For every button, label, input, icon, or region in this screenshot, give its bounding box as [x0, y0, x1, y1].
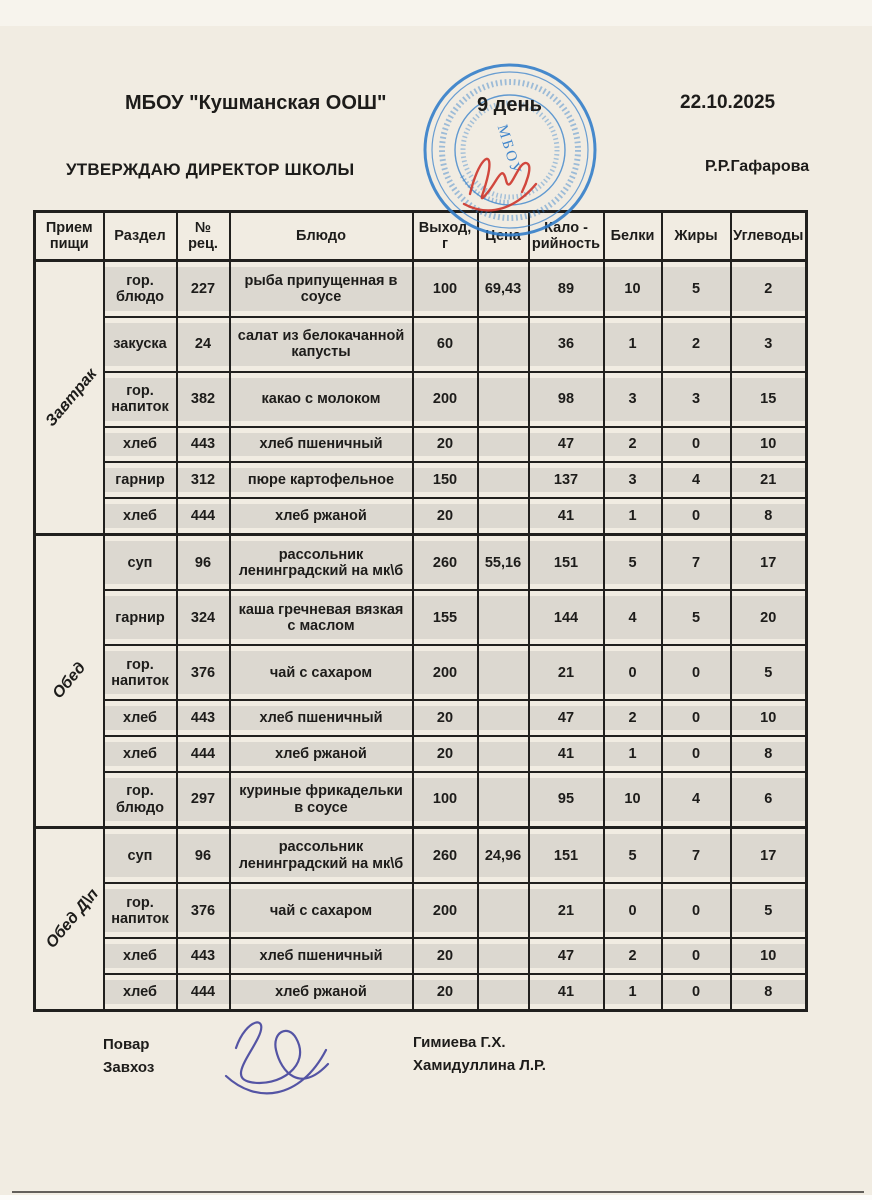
- table-cell: [478, 772, 529, 828]
- meal-section: [35, 261, 807, 535]
- table-cell: гор. блюдо: [104, 261, 177, 317]
- table-cell: гарнир: [104, 590, 177, 645]
- table-cell: 15: [731, 372, 807, 427]
- table-cell: 21: [529, 645, 604, 700]
- table-cell: 4: [662, 772, 731, 828]
- table-cell: гор. блюдо: [104, 772, 177, 828]
- table-cell: 443: [177, 938, 230, 974]
- table-cell: 24,96: [478, 828, 529, 884]
- table-cell: 3: [604, 462, 662, 498]
- table-cell: 20: [413, 938, 478, 974]
- table-cell: 144: [529, 590, 604, 645]
- table-cell: 260: [413, 828, 478, 884]
- table-cell: какао с молоком: [230, 372, 413, 427]
- table-cell: 41: [529, 974, 604, 1010]
- menu-table: [33, 210, 808, 1012]
- table-cell: 20: [413, 427, 478, 463]
- table-row: [35, 427, 807, 463]
- table-cell: салат из белокачанной капусты: [230, 317, 413, 372]
- table-cell: 0: [662, 498, 731, 534]
- table-cell: [478, 736, 529, 772]
- column-header: Блюдо: [230, 212, 413, 261]
- table-cell: 444: [177, 974, 230, 1010]
- table-cell: суп: [104, 828, 177, 884]
- table-cell: 17: [731, 535, 807, 591]
- table-cell: хлеб пшеничный: [230, 938, 413, 974]
- table-cell: 297: [177, 772, 230, 828]
- table-cell: хлеб ржаной: [230, 974, 413, 1010]
- table-cell: 7: [662, 828, 731, 884]
- table-cell: хлеб: [104, 498, 177, 534]
- table-cell: рыба припущенная в соусе: [230, 261, 413, 317]
- table-cell: 20: [413, 736, 478, 772]
- table-cell: 444: [177, 736, 230, 772]
- table-cell: 69,43: [478, 261, 529, 317]
- table-cell: 4: [662, 462, 731, 498]
- column-header: Углеводы: [731, 212, 807, 261]
- footer-role-steward: Завхоз: [103, 1059, 155, 1076]
- table-cell: 10: [731, 938, 807, 974]
- column-header: Белки: [604, 212, 662, 261]
- table-cell: 60: [413, 317, 478, 372]
- column-header: Цена: [478, 212, 529, 261]
- table-cell: 20: [413, 974, 478, 1010]
- table-row: [35, 883, 807, 938]
- table-cell: [478, 427, 529, 463]
- round-stamp-icon: [420, 56, 600, 244]
- table-cell: 24: [177, 317, 230, 372]
- table-cell: 55,16: [478, 535, 529, 591]
- table-cell: 137: [529, 462, 604, 498]
- meal-name-cell: [35, 535, 104, 828]
- table-cell: [478, 317, 529, 372]
- table-cell: 1: [604, 498, 662, 534]
- meal-label: Завтрак: [42, 365, 101, 430]
- table-cell: хлеб: [104, 700, 177, 736]
- table-cell: хлеб: [104, 974, 177, 1010]
- scan-top-strip: [0, 0, 872, 26]
- table-cell: 41: [529, 736, 604, 772]
- table-cell: 10: [604, 261, 662, 317]
- table-cell: [478, 938, 529, 974]
- table-cell: 96: [177, 828, 230, 884]
- table-cell: хлеб пшеничный: [230, 700, 413, 736]
- table-cell: 382: [177, 372, 230, 427]
- table-cell: чай с сахаром: [230, 883, 413, 938]
- table-cell: 155: [413, 590, 478, 645]
- table-cell: 151: [529, 828, 604, 884]
- menu-day-label: 9 день: [477, 94, 542, 116]
- table-cell: хлеб: [104, 427, 177, 463]
- meal-name-cell: [35, 828, 104, 1011]
- table-cell: 0: [662, 974, 731, 1010]
- table-cell: 200: [413, 372, 478, 427]
- table-cell: 1: [604, 736, 662, 772]
- director-name: Р.Р.Гафарова: [705, 158, 810, 175]
- table-cell: [478, 372, 529, 427]
- table-cell: 151: [529, 535, 604, 591]
- footer-role-cook: Повар: [103, 1036, 150, 1053]
- table-cell: 1: [604, 317, 662, 372]
- table-cell: 200: [413, 645, 478, 700]
- table-row: [35, 828, 807, 884]
- table-cell: 10: [604, 772, 662, 828]
- table-row: [35, 772, 807, 828]
- scan-bottom-edge: [0, 1195, 872, 1200]
- table-cell: 2: [604, 427, 662, 463]
- table-cell: 150: [413, 462, 478, 498]
- table-cell: 8: [731, 498, 807, 534]
- table-cell: хлеб: [104, 938, 177, 974]
- table-row: [35, 736, 807, 772]
- table-cell: [478, 645, 529, 700]
- table-cell: 3: [662, 372, 731, 427]
- column-header: Прием пищи: [35, 212, 104, 261]
- table-cell: рассольник ленинградский на мк\б: [230, 535, 413, 591]
- table-cell: 20: [731, 590, 807, 645]
- table-cell: рассольник ленинградский на мк\б: [230, 828, 413, 884]
- table-cell: [478, 700, 529, 736]
- table-cell: 36: [529, 317, 604, 372]
- table-row: [35, 938, 807, 974]
- table-cell: 10: [731, 700, 807, 736]
- table-cell: 0: [662, 938, 731, 974]
- table-row: [35, 590, 807, 645]
- table-cell: чай с сахаром: [230, 645, 413, 700]
- footer-name-cook: Гимиева Г.Х.: [413, 1034, 506, 1051]
- meal-section: [35, 535, 807, 828]
- table-cell: 227: [177, 261, 230, 317]
- table-cell: каша гречневая вязкая с маслом: [230, 590, 413, 645]
- meal-name-cell: [35, 261, 104, 535]
- table-cell: хлеб пшеничный: [230, 427, 413, 463]
- table-cell: гор. напиток: [104, 372, 177, 427]
- table-cell: 8: [731, 974, 807, 1010]
- approval-line: УТВЕРЖДАЮ ДИРЕКТОР ШКОЛЫ: [66, 160, 355, 179]
- table-cell: куриные фрикадельки в соусе: [230, 772, 413, 828]
- column-header: Жиры: [662, 212, 731, 261]
- table-cell: 0: [662, 736, 731, 772]
- table-cell: хлеб: [104, 736, 177, 772]
- table-cell: 41: [529, 498, 604, 534]
- table-cell: 4: [604, 590, 662, 645]
- table-cell: 200: [413, 883, 478, 938]
- table-cell: 2: [662, 317, 731, 372]
- table-cell: 21: [731, 462, 807, 498]
- table-cell: 2: [604, 700, 662, 736]
- document-date: 22.10.2025: [680, 92, 776, 113]
- table-cell: 5: [662, 590, 731, 645]
- table-row: [35, 974, 807, 1010]
- table-cell: 100: [413, 261, 478, 317]
- table-cell: 5: [604, 535, 662, 591]
- table-cell: 0: [604, 883, 662, 938]
- table-cell: 324: [177, 590, 230, 645]
- table-cell: хлеб ржаной: [230, 736, 413, 772]
- column-header: Выход, г: [413, 212, 478, 261]
- table-cell: 312: [177, 462, 230, 498]
- table-row: [35, 645, 807, 700]
- stamp-center-text: МБОУ: [493, 122, 525, 178]
- table-row: [35, 372, 807, 427]
- table-cell: 3: [604, 372, 662, 427]
- meal-label: Обед: [49, 659, 89, 703]
- table-cell: 96: [177, 535, 230, 591]
- footer-name-steward: Хамидуллина Л.Р.: [413, 1057, 546, 1074]
- table-cell: 17: [731, 828, 807, 884]
- table-cell: 2: [604, 938, 662, 974]
- table-cell: 98: [529, 372, 604, 427]
- table-cell: 89: [529, 261, 604, 317]
- table-cell: 21: [529, 883, 604, 938]
- staff-signature-icon: [198, 1008, 358, 1108]
- table-cell: 20: [413, 498, 478, 534]
- table-cell: 5: [662, 261, 731, 317]
- meal-section: [35, 828, 807, 1011]
- table-cell: 95: [529, 772, 604, 828]
- table-cell: [478, 590, 529, 645]
- table-cell: 444: [177, 498, 230, 534]
- column-header: Раздел: [104, 212, 177, 261]
- table-cell: 443: [177, 427, 230, 463]
- table-cell: 5: [604, 828, 662, 884]
- table-cell: суп: [104, 535, 177, 591]
- table-cell: 47: [529, 938, 604, 974]
- table-cell: 6: [731, 772, 807, 828]
- table-cell: 260: [413, 535, 478, 591]
- table-cell: гор. напиток: [104, 645, 177, 700]
- table-cell: 376: [177, 883, 230, 938]
- table-cell: 5: [731, 883, 807, 938]
- table-row: [35, 535, 807, 591]
- table-cell: 47: [529, 700, 604, 736]
- table-cell: 0: [662, 883, 731, 938]
- table-cell: [478, 974, 529, 1010]
- school-name: МБОУ "Кушманская ООШ": [125, 92, 387, 114]
- table-row: [35, 498, 807, 534]
- table-row: [35, 462, 807, 498]
- table-row: [35, 261, 807, 317]
- table-cell: 10: [731, 427, 807, 463]
- column-header: Кало - рийность: [529, 212, 604, 261]
- table-cell: пюре картофельное: [230, 462, 413, 498]
- table-cell: 8: [731, 736, 807, 772]
- table-cell: 100: [413, 772, 478, 828]
- table-cell: гарнир: [104, 462, 177, 498]
- column-header: № рец.: [177, 212, 230, 261]
- table-cell: [478, 462, 529, 498]
- table-cell: 376: [177, 645, 230, 700]
- table-cell: 3: [731, 317, 807, 372]
- table-cell: 0: [604, 645, 662, 700]
- table-cell: 7: [662, 535, 731, 591]
- table-cell: 0: [662, 427, 731, 463]
- table-cell: закуска: [104, 317, 177, 372]
- table-cell: 443: [177, 700, 230, 736]
- table-cell: 0: [662, 645, 731, 700]
- table-cell: гор. напиток: [104, 883, 177, 938]
- table-cell: [478, 883, 529, 938]
- table-cell: 47: [529, 427, 604, 463]
- table-cell: 0: [662, 700, 731, 736]
- table-cell: 1: [604, 974, 662, 1010]
- scan-bottom-line: [12, 1191, 864, 1193]
- table-cell: [478, 498, 529, 534]
- table-cell: 20: [413, 700, 478, 736]
- table-row: [35, 317, 807, 372]
- table-cell: хлеб ржаной: [230, 498, 413, 534]
- table-row: [35, 700, 807, 736]
- table-cell: 2: [731, 261, 807, 317]
- meal-label: Обед Д\п: [42, 885, 102, 952]
- table-cell: 5: [731, 645, 807, 700]
